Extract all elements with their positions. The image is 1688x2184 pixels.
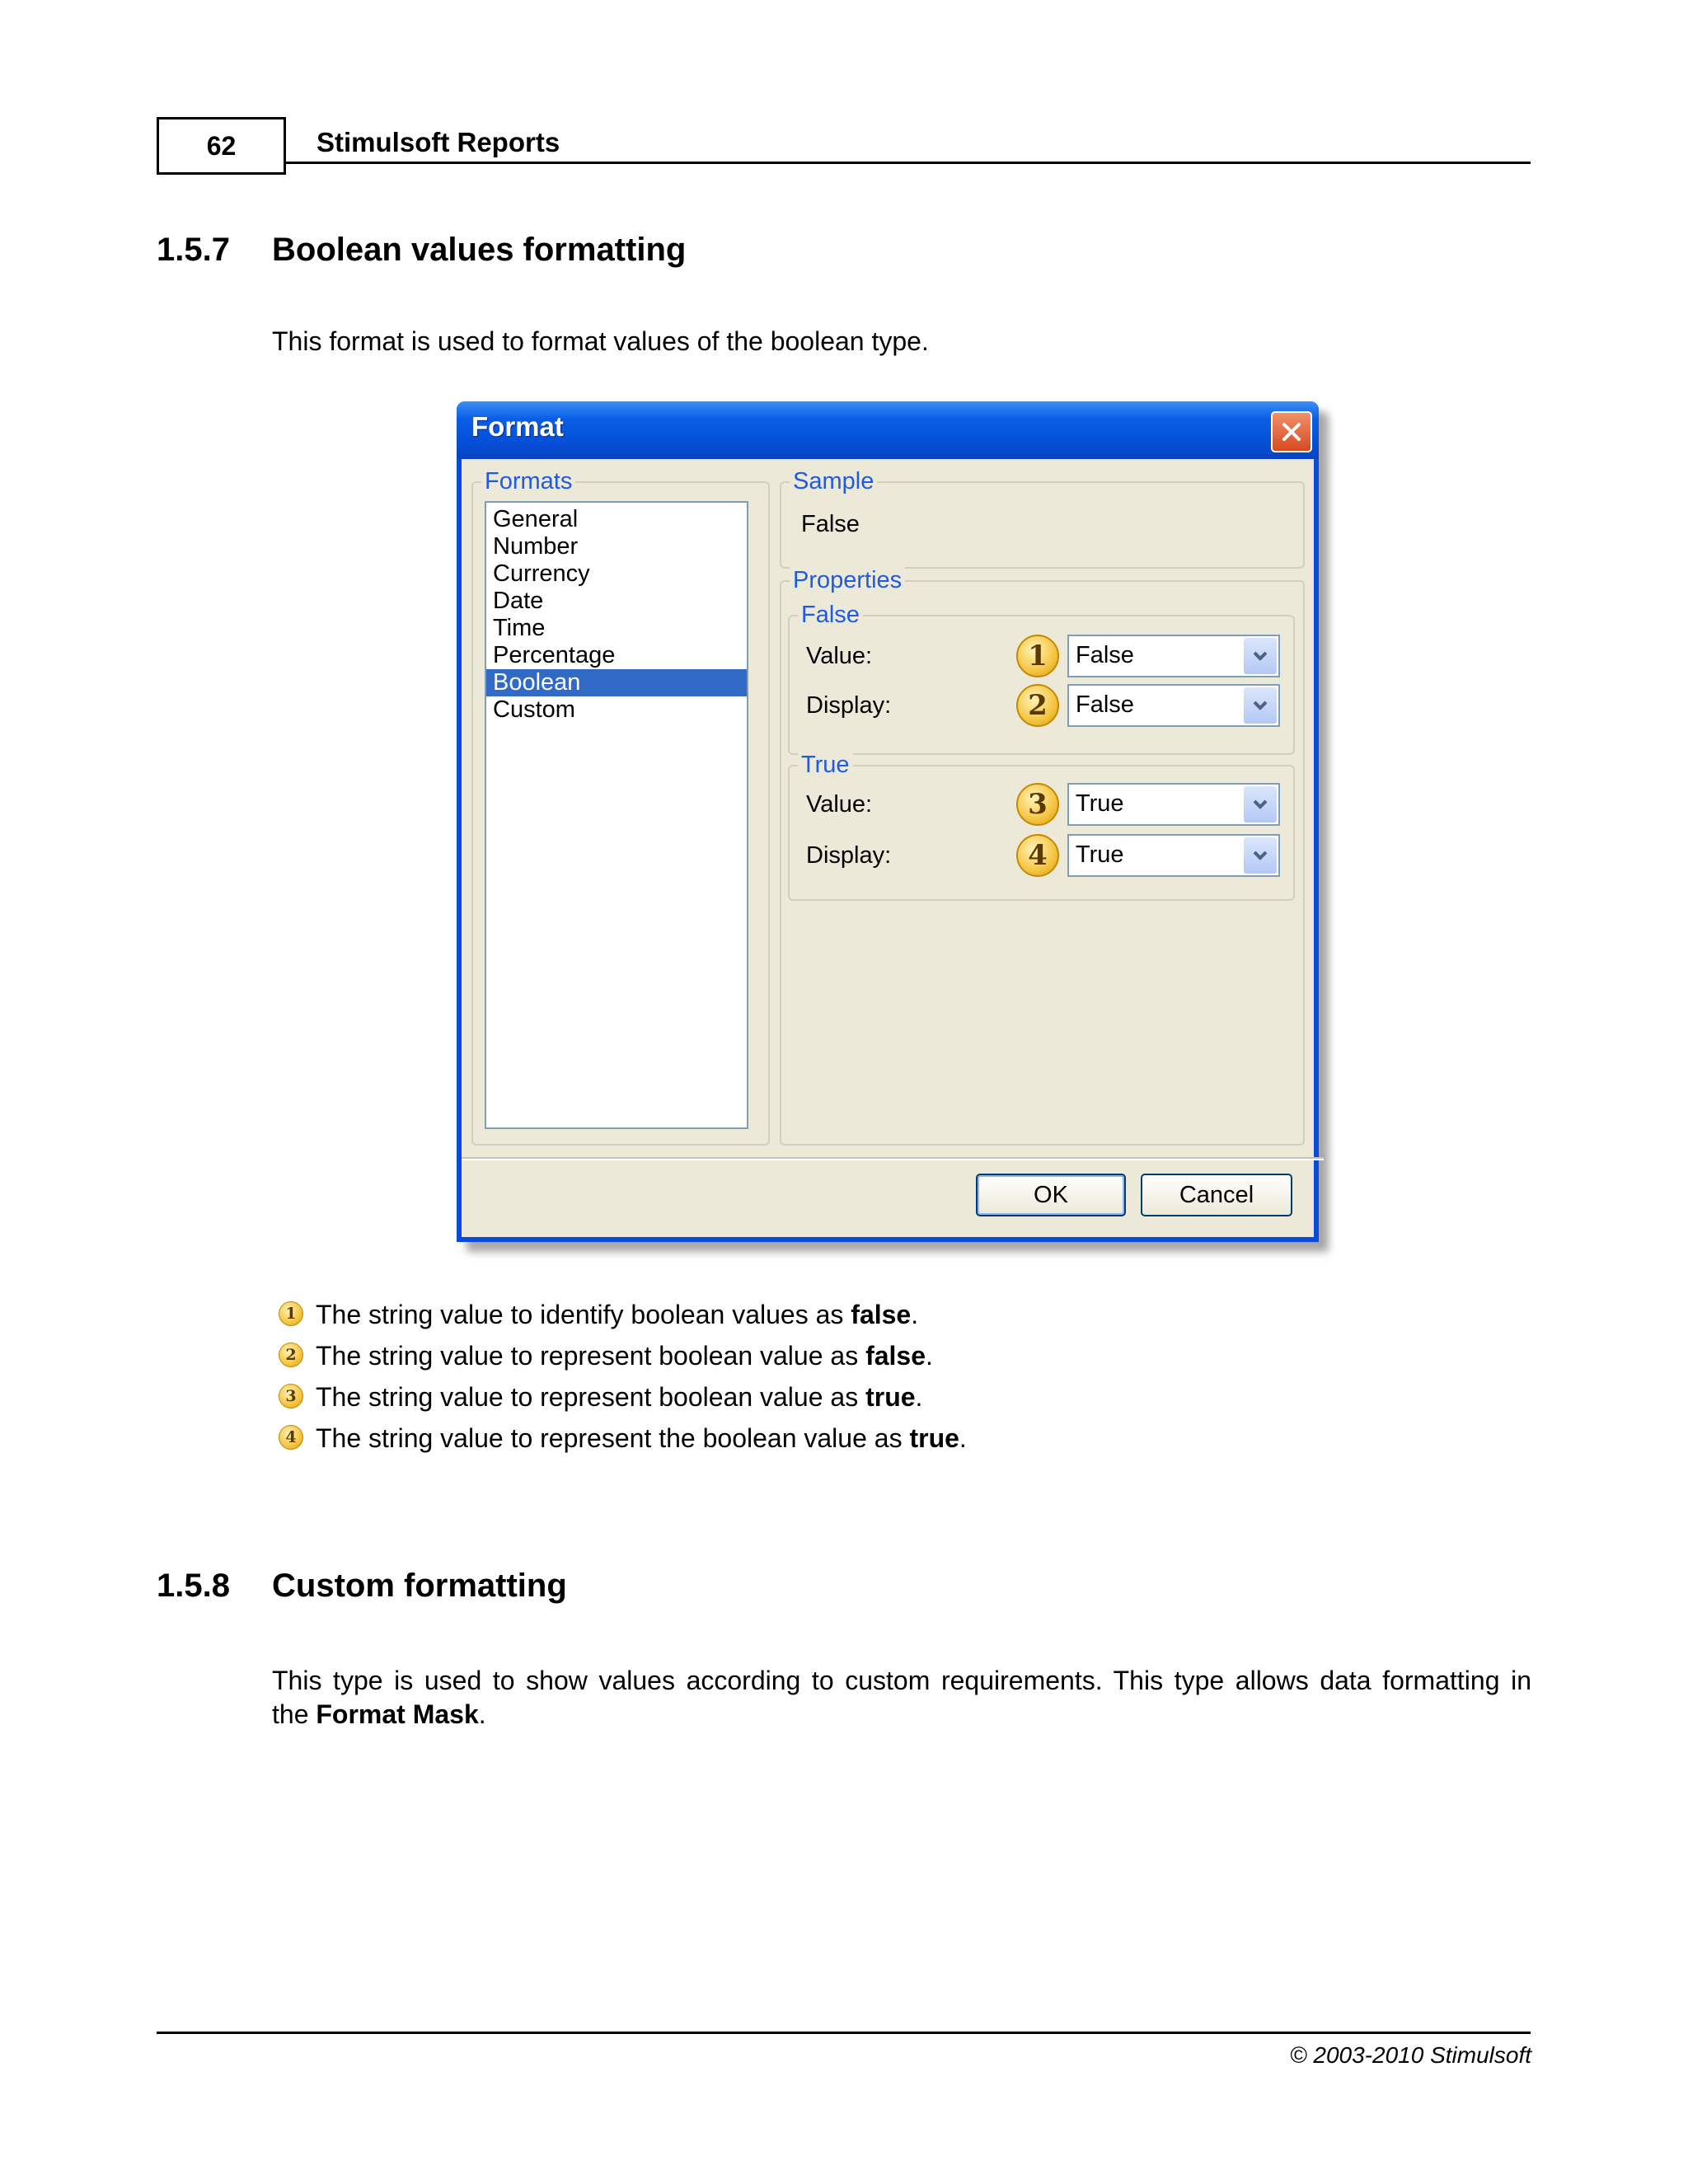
false-value-text: False [1076,642,1134,668]
false-display-text: False [1076,691,1134,718]
section2-text-line1: This type is used to show values according to custom requirements. This type allows data formatting in [272,1666,1531,1695]
cancel-button[interactable]: Cancel [1141,1174,1292,1216]
true-display-text: True [1076,841,1124,868]
note-item [316,1341,933,1371]
properties-label: Properties [790,567,905,593]
formats-listbox[interactable] [485,501,748,1129]
format-item-percentage[interactable]: Percentage [493,642,616,668]
true-display-label: Display: [806,842,892,869]
section2-title: Custom formatting [272,1568,567,1604]
section2-text-end: . [478,1699,486,1729]
note-keyword: false [865,1341,926,1371]
dialog-titlebar[interactable] [457,401,1319,459]
note-keyword: false [851,1300,912,1329]
section2-text-pre: the [272,1699,316,1729]
note-item [316,1423,967,1454]
header-title: Stimulsoft Reports [316,127,560,157]
format-item-custom[interactable]: Custom [493,696,575,723]
note-badge-3: 3 [279,1384,303,1408]
formats-group [471,468,770,1146]
note-item [316,1382,922,1413]
sample-value: False [801,511,860,537]
format-item-number[interactable]: Number [493,533,579,560]
close-button[interactable] [1271,411,1312,452]
note-end: . [959,1423,967,1453]
footer-rule [157,2032,1531,2034]
true-display-combo[interactable] [1067,834,1280,877]
false-value-dropdown[interactable] [1244,638,1277,674]
note-keyword: true [865,1382,916,1412]
note-text: The string value to represent boolean value as [316,1382,866,1412]
formats-label: Formats [481,468,575,494]
true-group-label: True [798,752,853,778]
chevron-down-icon [1251,849,1269,862]
section-number: 1.5.7 [157,232,230,268]
copyright: © 2003-2010 Stimulsoft [1289,2042,1531,2068]
dialog-separator [462,1157,1324,1160]
formats-list [486,503,747,724]
true-value-label: Value: [806,791,873,818]
chevron-down-icon [1251,699,1269,712]
section2-text-line2 [272,1698,486,1732]
badge-4: 4 [1016,834,1059,877]
true-value-text: True [1076,790,1124,817]
close-icon [1279,419,1304,444]
sample-group [780,468,1305,569]
true-value-dropdown[interactable] [1244,786,1277,823]
note-badge-4: 4 [279,1425,303,1450]
note-end: . [911,1300,919,1329]
format-item-time[interactable]: Time [493,615,546,641]
note-end: . [926,1341,933,1371]
note-badge-1: 1 [279,1301,303,1326]
true-value-combo[interactable] [1067,783,1280,826]
format-item-date[interactable]: Date [493,588,544,614]
false-group-label: False [798,602,863,628]
section2-number: 1.5.8 [157,1568,230,1604]
format-dialog [457,401,1319,1242]
section-intro: This format is used to format values of the boolean type. [272,326,929,356]
format-item-boolean[interactable]: Boolean [486,669,747,696]
properties-group [780,567,1305,1146]
true-display-dropdown[interactable] [1244,837,1277,874]
note-badge-2: 2 [279,1343,303,1367]
page-number: 62 [206,130,237,161]
badge-2: 2 [1016,684,1059,727]
section-title: Boolean values formatting [272,232,687,268]
dialog-title: Format [471,411,564,442]
badge-1: 1 [1016,635,1059,677]
note-text: The string value to represent boolean value as [316,1341,866,1371]
false-group [788,602,1295,755]
false-display-combo[interactable] [1067,684,1280,727]
header-rule [286,162,1531,164]
page-number-box [157,117,286,175]
chevron-down-icon [1251,798,1269,811]
ok-button[interactable]: OK [976,1174,1126,1216]
note-text: The string value to identify boolean values as [316,1300,851,1329]
format-item-general[interactable]: General [493,506,579,532]
note-text: The string value to represent the boolean value as [316,1423,910,1453]
badge-3: 3 [1016,783,1059,826]
note-keyword: true [909,1423,959,1453]
note-item [316,1300,918,1330]
format-item-currency[interactable]: Currency [493,560,590,587]
false-display-label: Display: [806,692,892,719]
sample-label: Sample [790,468,877,494]
format-mask-term: Format Mask [316,1699,479,1729]
note-end: . [915,1382,923,1412]
false-display-dropdown[interactable] [1244,687,1277,724]
chevron-down-icon [1251,649,1269,663]
false-value-label: Value: [806,643,873,669]
false-value-combo[interactable] [1067,635,1280,677]
true-group [788,752,1295,901]
